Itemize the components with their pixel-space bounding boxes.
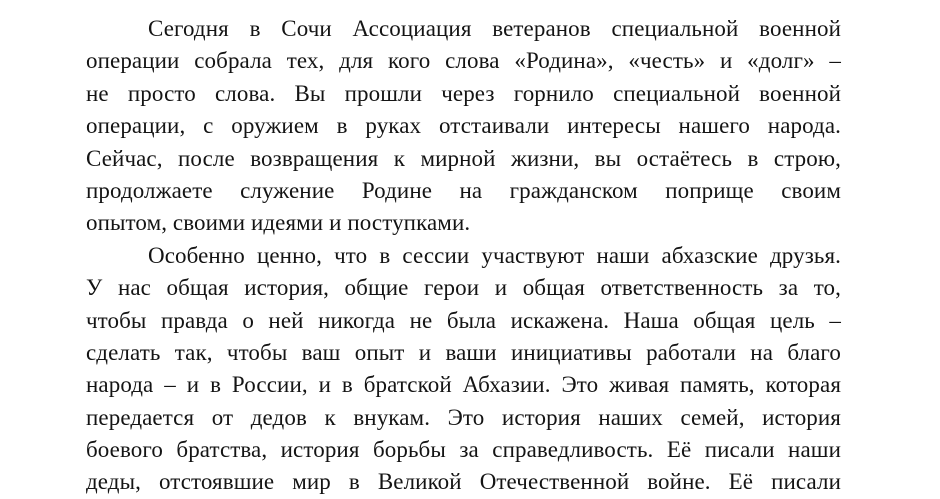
paragraph-1-line-7: опытом, своими идеями и поступками. — [86, 210, 471, 236]
paragraph-2-line-6: передается от дедов к внукам. Это история наших семей, история — [86, 404, 841, 430]
paragraph-2-line-4: сделать так, чтобы ваш опыт и ваши инициативы работали на благо — [86, 339, 841, 365]
paragraph-1-line-4: операции, с оружием в руках отстаивали интересы нашего народа. — [86, 113, 841, 139]
document-body — [86, 13, 841, 499]
paragraph-2-line-7: боевого братства, история борьбы за справедливость. Её писали наши — [86, 437, 841, 463]
paragraph-1-line-5: Сейчас, после возвращения к мирной жизни, вы остаётесь в строю, — [86, 145, 841, 171]
paragraph-1-line-2: операции собрала тех, для кого слова «Родина», «честь» и «долг» – — [86, 48, 841, 74]
paragraph-2-line-8: деды, отстоявшие мир в Великой Отечественной войне. Её писали — [86, 469, 841, 495]
paragraph-1-line-6: продолжаете служение Родине на гражданском поприще своим — [86, 177, 841, 203]
paragraph-2-line-2: У нас общая история, общие герои и общая ответственность за то, — [86, 275, 841, 301]
paragraph-2-line-1: Особенно ценно, что в сессии участвуют наши абхазские друзья. — [148, 242, 841, 268]
paragraph-1-line-1: Сегодня в Сочи Ассоциация ветеранов специальной военной — [148, 16, 841, 41]
paragraph-2-line-3: чтобы правда о ней никогда не была искажена. Наша общая цель – — [86, 307, 841, 333]
paragraph-2-line-5: народа – и в России, и в братской Абхазии. Это живая память, которая — [86, 372, 841, 398]
paragraph-1-line-3: не просто слова. Вы прошли через горнило специальной военной — [86, 80, 841, 106]
